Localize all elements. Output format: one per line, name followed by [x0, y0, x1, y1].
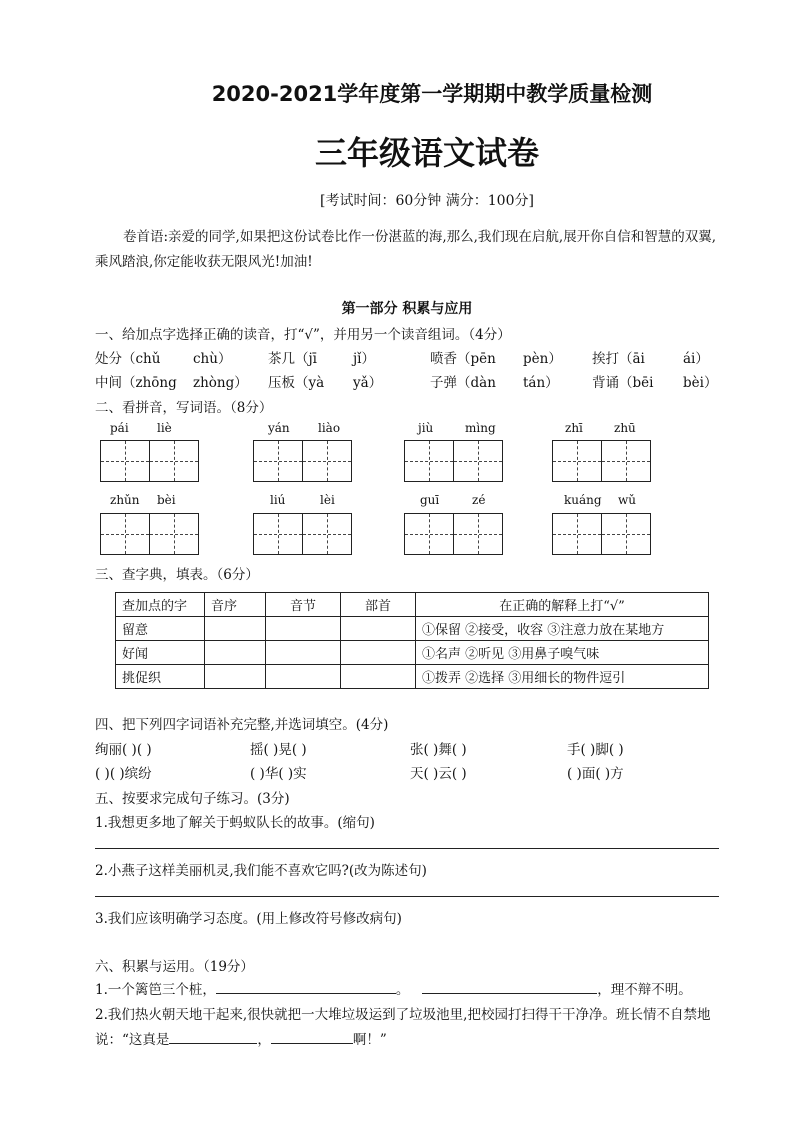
table-cell: 好闻 — [116, 641, 205, 665]
tianzige-box[interactable] — [100, 440, 199, 482]
part-heading: 第一部分 积累与应用 — [341, 301, 473, 317]
table-cell[interactable]: ①保留 ②接受，收容 ③注意力放在某地方 — [416, 617, 709, 641]
intro-paragraph: 卷首语:亲爱的同学,如果把这份试卷比作一份湛蓝的海,那么,我们现在启航,展开你自信和智慧的双翼,乘风踏浪,你定能收获无限风光!加油! — [95, 229, 717, 270]
table-cell: 留意 — [116, 617, 205, 641]
idiom-blank[interactable]: ( )面( )方 — [567, 766, 624, 782]
q6-title: 六、积累与运用。（19分） — [95, 959, 254, 975]
answer-line[interactable] — [95, 896, 719, 897]
q1-option[interactable]: jǐ） — [353, 351, 376, 367]
q1-option[interactable]: tán） — [523, 375, 559, 391]
q1-option[interactable]: bèi） — [683, 375, 718, 391]
idiom-blank[interactable]: 天( )云( ) — [410, 766, 467, 782]
exam-subject-title: 三年级语文试卷 — [314, 134, 539, 172]
answer-cell[interactable] — [266, 617, 341, 641]
table-row — [116, 641, 709, 665]
pinyin-label: zhǔn — [110, 493, 140, 507]
pinyin-label: liào — [318, 421, 341, 435]
table-row — [116, 617, 709, 641]
q1-option[interactable]: yǎ） — [353, 375, 383, 391]
fill-blank[interactable] — [271, 1029, 353, 1044]
q1-option[interactable]: pèn） — [523, 351, 562, 367]
idiom-blank[interactable]: 绚丽( )( ) — [95, 742, 152, 758]
q1-option[interactable]: 背诵（bēi — [592, 375, 654, 391]
table-row — [116, 665, 709, 689]
pinyin-label: jiù — [418, 421, 434, 435]
answer-cell[interactable] — [341, 665, 416, 689]
fill-blank[interactable] — [216, 979, 396, 994]
table-header: 部首 — [341, 593, 416, 617]
tianzige-box[interactable] — [404, 440, 503, 482]
q1-option[interactable]: 压板（yà — [268, 375, 325, 391]
tianzige-box[interactable] — [253, 440, 352, 482]
tianzige-box[interactable] — [253, 513, 352, 555]
q1-option[interactable]: 茶几（jī — [268, 351, 318, 367]
q3-title: 三、查字典，填表。（6分） — [95, 567, 259, 583]
table-header: 音节 — [266, 593, 341, 617]
q5-sentence-2: 2.小燕子这样美丽机灵,我们能不喜欢它吗?(改为陈述句) — [95, 863, 427, 879]
pinyin-label: zhū — [614, 421, 636, 435]
q6-item-1 — [95, 978, 692, 998]
q1-option[interactable]: ái） — [683, 351, 709, 367]
pinyin-label: lèi — [320, 493, 335, 507]
tianzige-box[interactable] — [404, 513, 503, 555]
q1-option[interactable]: 处分（chǔ — [95, 351, 161, 367]
q6-text: 1.一个篱笆三个桩， — [95, 982, 216, 998]
q5-title: 五、按要求完成句子练习。(3分) — [95, 791, 290, 807]
answer-cell[interactable] — [266, 641, 341, 665]
pinyin-label: liè — [157, 421, 172, 435]
fill-blank[interactable] — [169, 1029, 257, 1044]
table-header: 在正确的解释上打“√” — [416, 593, 709, 617]
answer-cell[interactable] — [205, 641, 266, 665]
answer-cell[interactable] — [266, 665, 341, 689]
q2-title: 二、看拼音，写词语。（8分） — [95, 400, 273, 416]
table-cell: 挑促织 — [116, 665, 205, 689]
q6-text: 。 — [395, 982, 410, 998]
answer-cell[interactable] — [341, 617, 416, 641]
table-header: 音序 — [205, 593, 266, 617]
answer-cell[interactable] — [205, 665, 266, 689]
pinyin-label: yán — [268, 421, 290, 435]
tianzige-box[interactable] — [552, 513, 651, 555]
pinyin-label: mìng — [465, 421, 496, 435]
table-header: 查加点的字 — [116, 593, 205, 617]
tianzige-box[interactable] — [552, 440, 651, 482]
q5-sentence-3: 3.我们应该明确学习态度。(用上修改符号修改病句) — [95, 911, 402, 927]
q1-option[interactable]: 挨打（āi — [592, 351, 645, 367]
pinyin-label: zhī — [565, 421, 583, 435]
pinyin-label: bèi — [157, 493, 176, 507]
idiom-blank[interactable]: ( )华( )实 — [250, 766, 307, 782]
table-cell[interactable]: ①拨弄 ②选择 ③用细长的物件逗引 — [416, 665, 709, 689]
table-cell[interactable]: ①名声 ②听见 ③用鼻子嗅气味 — [416, 641, 709, 665]
q6-text: 地说：“这真是 — [95, 1007, 711, 1048]
pinyin-label: wǔ — [618, 493, 636, 507]
q1-option[interactable]: 子弹（dàn — [430, 375, 496, 391]
exam-title: 2020-2021学年度第一学期期中教学质量检测 — [211, 82, 653, 106]
q1-option[interactable]: 中间（zhōng — [95, 375, 177, 391]
answer-cell[interactable] — [341, 641, 416, 665]
q6-item-2 — [95, 1003, 725, 1053]
table-header-row — [116, 593, 709, 617]
q6-text: 2.我们热火朝天地干起来,很快就把一大堆垃圾运到了垃圾池里,把校园打扫得干干净净。班长情不自禁 — [95, 1007, 697, 1023]
q4-title: 四、把下列四字词语补充完整,并选词填空。(4分) — [95, 717, 389, 733]
idiom-blank[interactable]: 张( )舞( ) — [410, 742, 467, 758]
q6-text: 啊！” — [352, 1032, 387, 1048]
q5-sentence-1: 1.我想更多地了解关于蚂蚁队长的故事。(缩句) — [95, 815, 375, 831]
dictionary-table — [115, 592, 709, 689]
exam-info: [考试时间：60分钟 满分：100分] — [320, 193, 534, 209]
answer-line[interactable] — [95, 848, 719, 849]
pinyin-label: zé — [472, 493, 486, 507]
idiom-blank[interactable]: 摇( )晃( ) — [250, 742, 307, 758]
answer-cell[interactable] — [205, 617, 266, 641]
pinyin-label: liú — [270, 493, 286, 507]
tianzige-box[interactable] — [100, 513, 199, 555]
q1-option[interactable]: chù） — [193, 351, 232, 367]
q6-text: ，理不辩不明。 — [597, 982, 692, 998]
pinyin-label: guī — [420, 493, 440, 507]
idiom-blank[interactable]: ( )( )缤纷 — [95, 766, 152, 782]
q6-text: ， — [257, 1032, 271, 1048]
q1-option[interactable]: zhòng） — [193, 375, 248, 391]
pinyin-label: kuáng — [564, 493, 602, 507]
pinyin-label: pái — [110, 421, 129, 435]
fill-blank[interactable] — [422, 979, 597, 994]
q1-option[interactable]: 喷香（pēn — [430, 351, 496, 367]
q1-title: 一、给加点字选择正确的读音，打“√”，并用另一个读音组词。（4分） — [95, 327, 511, 343]
idiom-blank[interactable]: 手( )脚( ) — [567, 742, 624, 758]
